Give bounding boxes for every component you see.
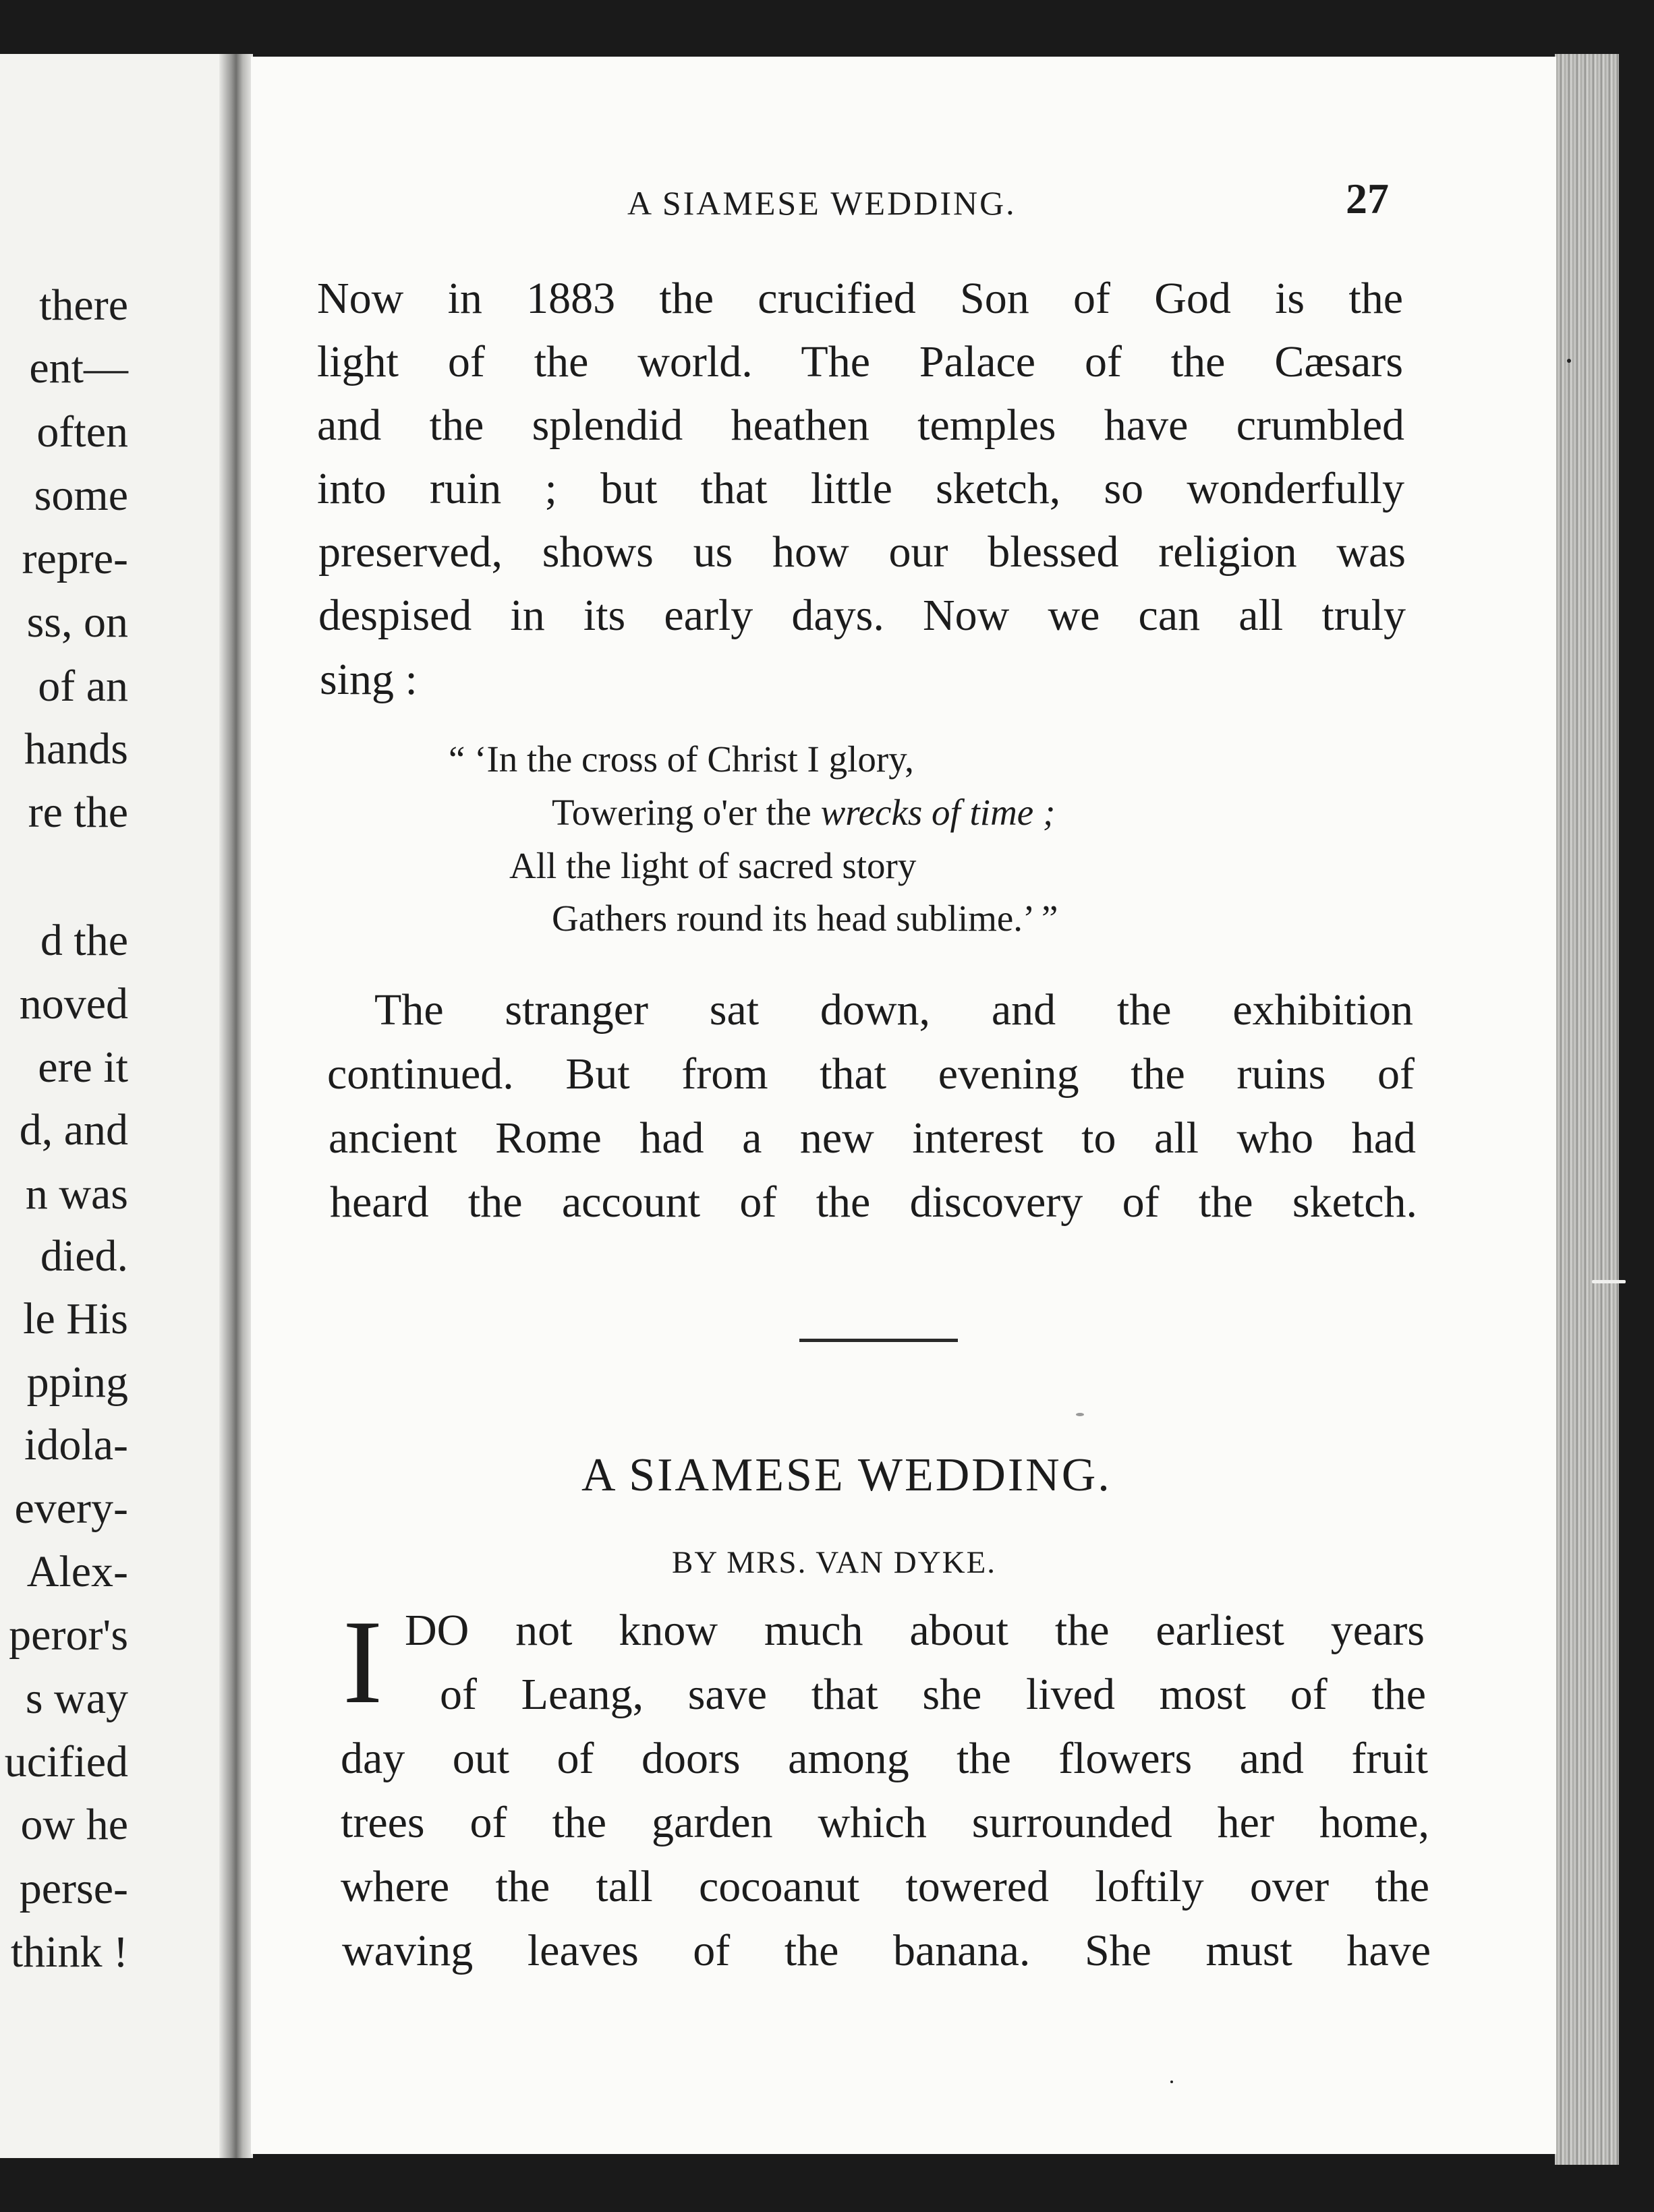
left-page-line: ss, on — [26, 598, 128, 647]
scan-speck — [1076, 1413, 1084, 1416]
left-page-line: Alex- — [26, 1547, 128, 1596]
verse-line — [552, 794, 1055, 831]
left-page-line: d, and — [19, 1105, 128, 1155]
section-line: of Leang, save that she lived most of the — [440, 1670, 1426, 1719]
left-page-line: of an — [38, 662, 128, 711]
left-page-line: re the — [28, 788, 128, 837]
left-page-fragment — [0, 54, 229, 2158]
left-page-line: some — [34, 471, 128, 520]
book-gutter — [219, 54, 253, 2158]
section-divider — [799, 1339, 958, 1342]
left-page-line: s way — [25, 1674, 128, 1723]
paragraph-2-line: The stranger sat down, and the exhibition — [374, 985, 1413, 1035]
left-page-line: le His — [23, 1294, 128, 1343]
paragraph-2-line: continued. But from that evening the ruins of — [327, 1049, 1415, 1099]
left-page-line: ow he — [20, 1800, 128, 1849]
left-page-line: there — [39, 281, 128, 330]
left-page-line: often — [36, 407, 128, 457]
section-title: A SIAMESE WEDDING. — [581, 1449, 1112, 1501]
left-page-line: died. — [40, 1231, 128, 1281]
section-line: where the tall cocoanut towered loftily over the — [341, 1862, 1429, 1911]
section-line: trees of the garden which surrounded her home, — [341, 1798, 1429, 1847]
drop-cap: I — [343, 1595, 383, 1728]
paragraph-1-line: Now in 1883 the crucified Son of God is the — [317, 274, 1403, 323]
paragraph-1-line: sing : — [320, 655, 418, 704]
page-block-edge — [1555, 54, 1619, 2165]
left-page-line: every- — [14, 1484, 128, 1533]
paragraph-1-line: light of the world. The Palace of the Cæsars — [317, 337, 1403, 386]
paragraph-1-line: despised in its early days. Now we can all truly — [318, 591, 1406, 640]
running-header: A SIAMESE WEDDING. — [627, 184, 1017, 222]
left-page-line: perse- — [19, 1864, 128, 1913]
verse-line: Gathers round its head sublime.’ ” — [552, 898, 1058, 939]
verse-line: “ ‘In the cross of Christ I glory, — [449, 738, 914, 780]
left-page-line: ent— — [29, 343, 128, 392]
section-byline: BY MRS. VAN DYKE. — [672, 1545, 997, 1580]
verse-line: All the light of sacred story — [509, 845, 917, 886]
paragraph-2-line: heard the account of the discovery of the sketch. — [330, 1177, 1417, 1227]
paragraph-1-line: and the splendid heathen temples have crumbled — [317, 401, 1404, 450]
left-page-line: peror's — [9, 1610, 128, 1660]
scan-speck — [1170, 2080, 1173, 2083]
scan-speck — [1592, 1280, 1626, 1283]
left-page-line: hands — [24, 724, 128, 774]
left-page-line: n was — [25, 1169, 128, 1219]
scan-speck — [1567, 359, 1571, 363]
paragraph-1-line: into ruin ; but that little sketch, so wonderfully — [317, 464, 1404, 513]
paragraph-2-line: ancient Rome had a new interest to all who had — [329, 1113, 1416, 1163]
verse-italic-text: wrecks of time ; — [820, 792, 1056, 833]
left-page-line: pping — [26, 1358, 128, 1407]
verse-line-text: Towering o'er the — [552, 792, 821, 833]
left-page-line: ere it — [38, 1043, 128, 1092]
left-page-line: repre- — [22, 534, 128, 583]
section-line: day out of doors among the flowers and fruit — [341, 1734, 1428, 1783]
paragraph-1-line: preserved, shows us how our blessed religion was — [318, 527, 1406, 577]
left-page-line: d the — [40, 916, 128, 965]
left-page-line: idola- — [24, 1420, 128, 1469]
section-line: waving leaves of the banana. She must have — [342, 1926, 1431, 1975]
left-page-line: noved — [19, 979, 128, 1028]
left-page-line: think ! — [10, 1927, 128, 1977]
left-page-line: ucified — [4, 1737, 128, 1786]
section-line: DO not know much about the earliest years — [405, 1606, 1425, 1655]
page-number: 27 — [1346, 175, 1389, 223]
